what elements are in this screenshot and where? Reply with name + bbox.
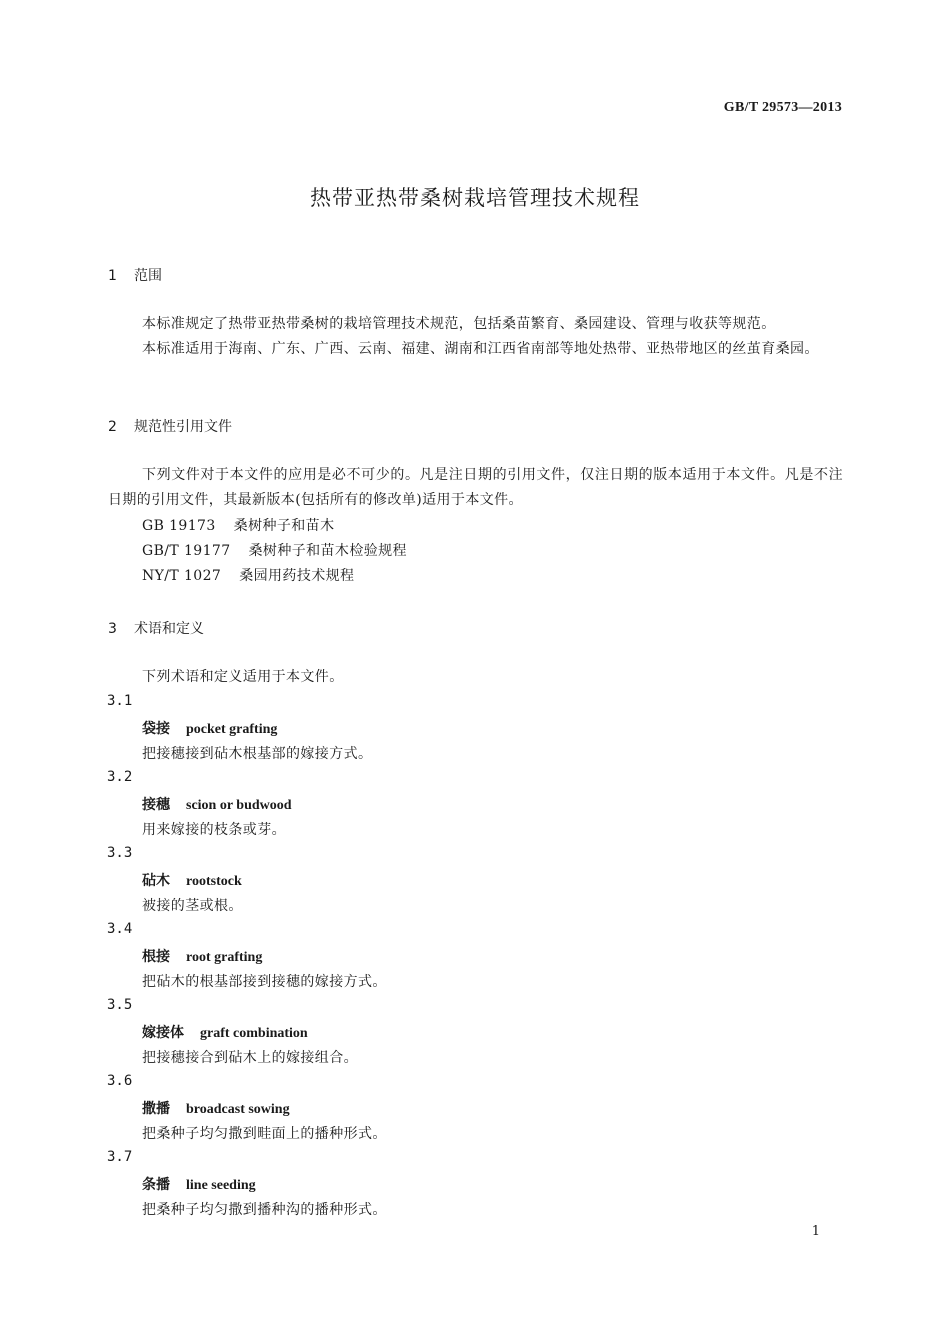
paragraph: 下列文件对于本文件的应用是必不可少的。凡是注日期的引用文件，仅注日期的版本适用于本文件。凡是不注日期的引用文件，其最新版本(包括所有的修改单)适用于本文件。	[108, 467, 843, 508]
term-chinese: 嫁接体	[142, 1025, 184, 1041]
term-chinese: 砧木	[142, 873, 170, 889]
section-title: 术语和定义	[134, 621, 204, 637]
section-heading-terms-definitions	[108, 618, 204, 638]
reference-item	[142, 515, 334, 535]
term-chinese: 袋接	[142, 721, 170, 737]
term-english: line seeding	[186, 1178, 256, 1193]
section-number: 3	[108, 621, 117, 637]
term-number: 3.1	[107, 693, 133, 709]
term-number: 3.5	[107, 997, 133, 1013]
reference-item	[142, 565, 354, 585]
document-title: 热带亚热带桑树栽培管理技术规程	[310, 186, 640, 210]
term-definition: 把接穗接到砧木根基部的嫁接方式。	[142, 746, 373, 762]
term-chinese: 根接	[142, 949, 170, 965]
term-definition: 把砧木的根基部接到接穗的嫁接方式。	[142, 974, 387, 990]
paragraph: 本标准规定了热带亚热带桑树的栽培管理技术规范，包括桑苗繁育、桑园建设、管理与收获等规范。	[142, 316, 776, 332]
term-english: root grafting	[186, 950, 263, 965]
term-number: 3.2	[107, 769, 133, 785]
section-heading-scope	[108, 265, 162, 285]
reference-code: NY/T 1027	[142, 568, 222, 584]
reference-title: 桑树种子和苗木	[233, 518, 335, 534]
section-number: 1	[108, 268, 117, 284]
term-number: 3.6	[107, 1073, 133, 1089]
section-title: 规范性引用文件	[134, 419, 232, 435]
term-heading	[142, 1098, 290, 1118]
term-definition: 被接的茎或根。	[142, 898, 243, 914]
term-definition: 用来嫁接的枝条或芽。	[142, 822, 286, 838]
term-english: pocket grafting	[186, 722, 278, 737]
term-chinese: 条播	[142, 1177, 170, 1193]
term-heading	[142, 870, 242, 890]
section-heading-normative-references	[108, 416, 232, 436]
term-chinese: 接穗	[142, 797, 170, 813]
standard-code: GB/T 29573—2013	[723, 100, 842, 115]
term-english: rootstock	[186, 874, 242, 889]
term-definition: 把桑种子均匀撒到畦面上的播种形式。	[142, 1126, 387, 1142]
reference-title: 桑树种子和苗木检验规程	[248, 543, 407, 559]
term-definition: 把桑种子均匀撒到播种沟的播种形式。	[142, 1202, 387, 1218]
reference-item	[142, 540, 407, 560]
term-number: 3.7	[107, 1149, 133, 1165]
term-chinese: 撒播	[142, 1101, 170, 1117]
term-heading	[142, 1022, 308, 1042]
term-definition: 把接穗接合到砧木上的嫁接组合。	[142, 1050, 358, 1066]
term-heading	[142, 794, 292, 814]
reference-code: GB 19173	[142, 518, 216, 534]
section-number: 2	[108, 419, 117, 435]
paragraph: 下列术语和定义适用于本文件。	[142, 669, 344, 685]
term-heading	[142, 718, 277, 738]
term-heading	[142, 946, 262, 966]
reference-title: 桑园用药技术规程	[239, 568, 355, 584]
section-title: 范围	[134, 268, 162, 284]
term-english: broadcast sowing	[186, 1102, 290, 1117]
term-heading	[142, 1174, 256, 1194]
term-number: 3.3	[107, 845, 133, 861]
term-english: graft combination	[200, 1026, 308, 1041]
term-english: scion or budwood	[186, 798, 292, 813]
reference-code: GB/T 19177	[142, 543, 231, 559]
paragraph: 本标准适用于海南、广东、广西、云南、福建、湖南和江西省南部等地处热带、亚热带地区的丝茧育桑园。	[142, 341, 819, 357]
page-number: 1	[811, 1224, 820, 1239]
term-number: 3.4	[107, 921, 133, 937]
